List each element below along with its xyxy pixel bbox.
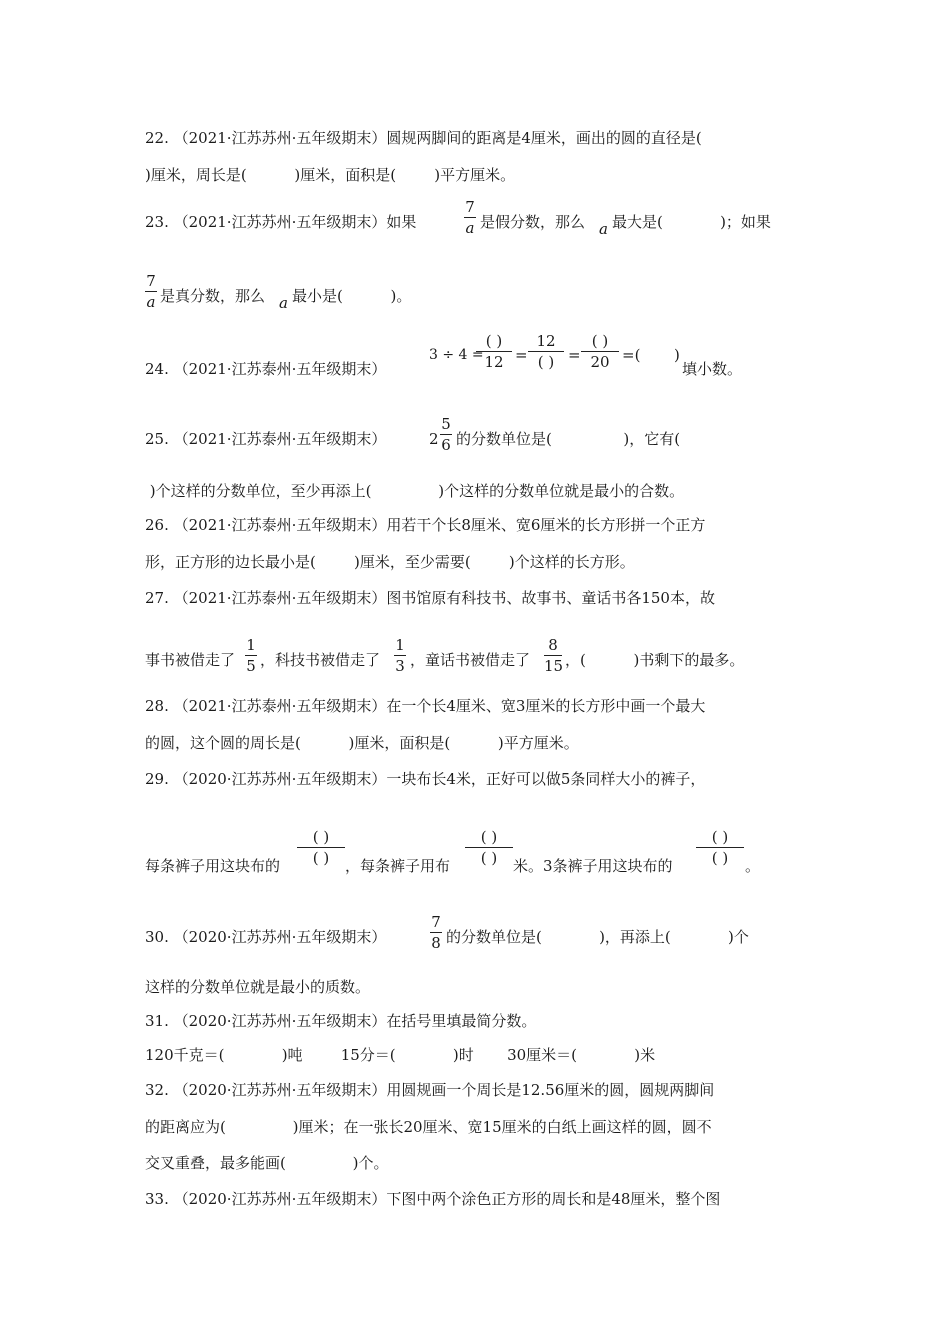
q31-line1: 31. （2020·江苏苏州·五年级期末）在括号里填最简分数。	[145, 1012, 537, 1030]
q29-line1: 29. （2020·江苏苏州·五年级期末）一块布长4米，正好可以做5条同样大小的裤子，	[145, 770, 706, 788]
q30-prefix: 30. （2020·江苏苏州·五年级期末）	[145, 928, 387, 946]
q24-fraction-2	[528, 332, 564, 371]
q23-frac2-bar	[145, 291, 157, 292]
q30-line2: 这样的分数单位就是最小的质数。	[145, 978, 371, 996]
q30-mid: 的分数单位是( )，再添上( )个	[446, 928, 749, 946]
q29-f1-num: ( )	[312, 828, 330, 846]
q23-var: a	[599, 220, 608, 238]
q27-fraction-3	[544, 636, 562, 675]
q27-line1: 27. （2021·江苏泰州·五年级期末）图书馆原有科技书、故事书、童话书各150本，故	[145, 589, 715, 607]
q29-f3-bar	[696, 847, 744, 848]
q30-den: 8	[431, 934, 441, 952]
q23-frac-bar	[464, 217, 476, 218]
q24-f3-num: ( )	[591, 332, 609, 350]
q28-line2: 的圆，这个圆的周长是( )厘米，面积是( )平方厘米。	[145, 734, 579, 752]
q24-expr-start: 3 ÷ 4 =	[429, 347, 484, 363]
q27-p2: ，科技书被借走了	[260, 651, 381, 669]
q29-fraction-3	[696, 828, 744, 867]
q25-den: 6	[441, 436, 451, 454]
q24-f1-bar	[476, 351, 512, 352]
q24-prefix: 24. （2021·江苏泰州·五年级期末）	[145, 360, 387, 378]
q24-close: )	[674, 346, 680, 364]
q22-line2: )厘米，周长是( )厘米，面积是( )平方厘米。	[145, 166, 516, 184]
q31-line2: 120千克＝( )吨 15分＝( )时 30厘米＝( )米	[145, 1046, 656, 1064]
q23-frac2-den: a	[146, 293, 156, 311]
q24-f3-bar	[581, 351, 619, 352]
q33-line1: 33. （2020·江苏苏州·五年级期末）下图中两个涂色正方形的周长和是48厘米，整个图	[145, 1190, 721, 1208]
q24-f2-den: ( )	[537, 353, 555, 371]
q22-line1: 22. （2021·江苏苏州·五年级期末）圆规两脚间的距离是4厘米，画出的圆的直径是(	[145, 129, 702, 147]
q29-p4: 。	[745, 857, 761, 875]
q24-f2-num: 12	[536, 332, 556, 350]
q27-p4: ，( )书剩下的最多。	[565, 651, 745, 669]
q29-f1-bar	[297, 847, 345, 848]
q23-line2-end: 最小是( )。	[292, 287, 412, 305]
q29-fraction-1	[297, 828, 345, 867]
q25-fraction	[440, 415, 452, 454]
q29-f2-num: ( )	[480, 828, 498, 846]
q25-whole: 2	[429, 430, 439, 448]
q25-line2: )个这样的分数单位，至少再添上( )个这样的分数单位就是最小的合数。	[145, 482, 685, 500]
q23-frac-num: 7	[465, 198, 475, 216]
q28-line1: 28. （2021·江苏泰州·五年级期末）在一个长4厘米、宽3厘米的长方形中画一个最大	[145, 697, 706, 715]
q27-f1-num: 1	[246, 636, 256, 654]
q23-line2-var: a	[279, 294, 288, 312]
q25-bar	[440, 434, 452, 435]
q27-f1-bar	[245, 655, 257, 656]
q32-line2: 的距离应为( )厘米；在一张长20厘米、宽15厘米的白纸上画这样的圆，圆不	[145, 1118, 712, 1136]
q23-mid1: 是假分数，那么	[480, 213, 586, 231]
q27-fraction-2	[394, 636, 406, 675]
q27-f3-num: 8	[548, 636, 558, 654]
q30-fraction	[430, 913, 442, 952]
q29-p2: ，每条裤子用布	[345, 857, 451, 875]
q23-mid2: 最大是( )；如果	[612, 213, 771, 231]
q26-line2: 形，正方形的边长最小是( )厘米，至少需要( )个这样的长方形。	[145, 553, 635, 571]
q23-fraction-2	[145, 272, 157, 311]
q24-fraction-3	[581, 332, 619, 371]
q27-p1: 事书被借走了	[145, 651, 236, 669]
q29-f2-den: ( )	[480, 849, 498, 867]
q24-f3-den: 20	[590, 353, 610, 371]
q29-f3-num: ( )	[711, 828, 729, 846]
q30-num: 7	[431, 913, 441, 931]
q24-eq1: =	[515, 346, 528, 364]
q23-fraction	[464, 198, 476, 237]
q25-num: 5	[441, 415, 451, 433]
q27-fraction-1	[245, 636, 257, 675]
q24-f1-den: 12	[484, 353, 504, 371]
q27-f2-bar	[394, 655, 406, 656]
q24-f1-num: ( )	[485, 332, 503, 350]
q29-fraction-2	[465, 828, 513, 867]
q30-bar	[430, 932, 442, 933]
q27-f2-den: 3	[395, 657, 405, 675]
q32-line3: 交叉重叠，最多能画( )个。	[145, 1154, 389, 1172]
q29-f1-den: ( )	[312, 849, 330, 867]
q23-frac-den: a	[465, 219, 475, 237]
q29-f3-den: ( )	[711, 849, 729, 867]
q23-frac2-num: 7	[146, 272, 156, 290]
q27-f1-den: 5	[246, 657, 256, 675]
q29-p3: 米。3条裤子用这块布的	[513, 857, 673, 875]
q27-f2-num: 1	[395, 636, 405, 654]
q29-f2-bar	[465, 847, 513, 848]
q26-line1: 26. （2021·江苏泰州·五年级期末）用若干个长8厘米、宽6厘米的长方形拼一个正方	[145, 516, 706, 534]
q27-f3-bar	[544, 655, 562, 656]
q24-eq2: =	[568, 346, 581, 364]
q27-p3: ，童话书被借走了	[410, 651, 531, 669]
q24-fraction-1	[476, 332, 512, 371]
q24-suffix: 填小数。	[682, 360, 743, 378]
q24-f2-bar	[528, 351, 564, 352]
q24-eq3: =(	[622, 346, 641, 364]
q23-prefix: 23. （2021·江苏苏州·五年级期末）如果	[145, 213, 417, 231]
q27-f3-den: 15	[544, 657, 564, 675]
q25-mid: 的分数单位是( )，它有(	[456, 430, 681, 448]
q25-prefix: 25. （2021·江苏泰州·五年级期末）	[145, 430, 387, 448]
q23-line2-mid: 是真分数，那么	[160, 287, 266, 305]
q29-p1: 每条裤子用这块布的	[145, 857, 281, 875]
q32-line1: 32. （2020·江苏苏州·五年级期末）用圆规画一个周长是12.56厘米的圆，圆规两脚间	[145, 1081, 715, 1099]
